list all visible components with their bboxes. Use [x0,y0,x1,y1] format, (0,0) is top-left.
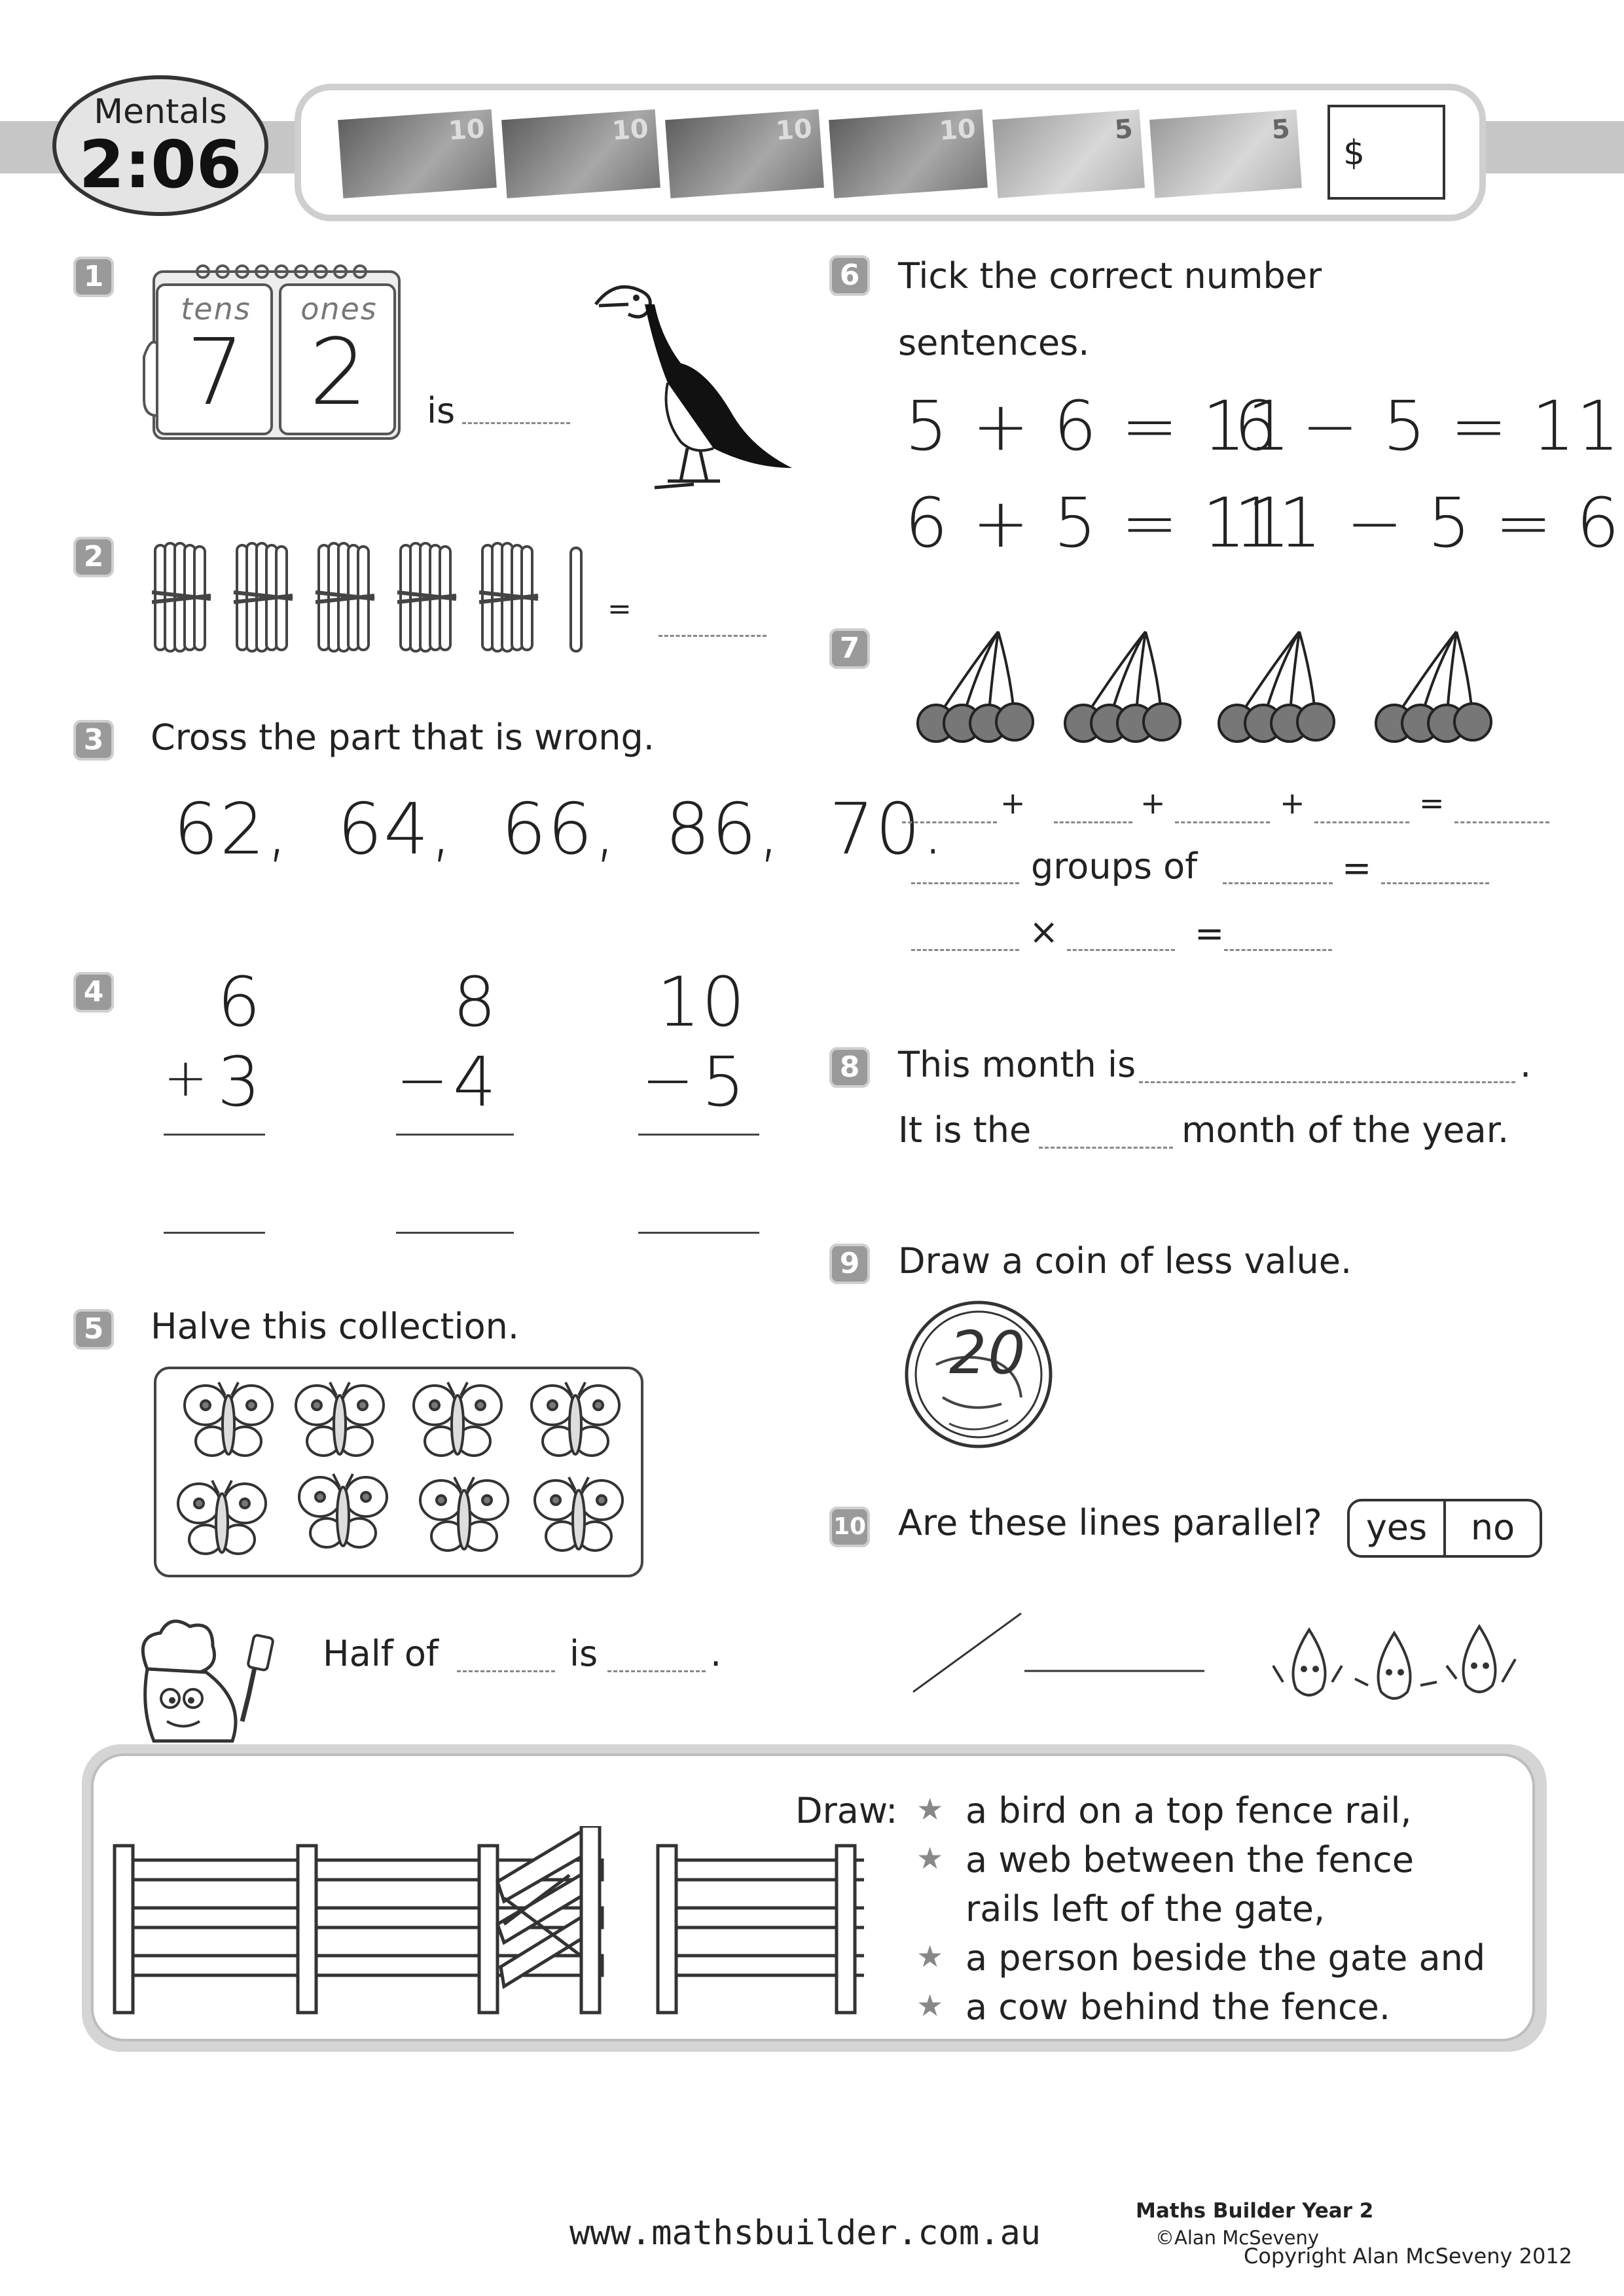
raindrop-characters [1270,1620,1538,1712]
author-credit: ©Alan McSeveny [1155,2227,1320,2249]
draw-item [916,1937,1538,1986]
copyright-text: Copyright Alan McSeveny 2012 [1244,2244,1573,2269]
answer-blank[interactable] [902,821,997,823]
groups-of-text: groups of [1031,846,1198,887]
answer-blank[interactable] [659,635,767,637]
difference-top: 8 [452,962,497,1042]
difference-rule [396,1134,514,1136]
difference-operator: − [641,1043,696,1117]
answer-blank[interactable] [607,1670,706,1672]
draw-item-text: a bird on a top fence rail, [965,1790,1412,1831]
yes-option[interactable] [1350,1501,1446,1555]
question-number: 7 [829,628,870,669]
raindrops-illustration [1270,1620,1538,1712]
ten-dollar-note: 10 [665,109,824,198]
cormorant-bird [583,259,799,494]
twenty-cent-coin [903,1299,1054,1450]
number-sentence[interactable]: 6 + 5 = 11 [905,483,1292,563]
times-sign: × [1029,911,1059,952]
answer-blank[interactable] [1223,882,1333,884]
number-sequence[interactable]: 62, 64, 66, 86, 70. [173,789,946,870]
dollar-sign: $ [1343,134,1365,173]
number-sentence[interactable]: 11 − 5 = 6 [1234,483,1621,563]
equals-sign: = [1419,785,1445,821]
plus-sign: + [1280,785,1305,821]
q3-instruction: Cross the part that is wrong. [151,717,655,758]
answer-blank[interactable] [1224,949,1332,951]
bundles-of-ten [152,540,597,658]
draw-item [916,1839,1538,1888]
star-icon: ★ [916,1840,944,1876]
five-dollar-note: 5 [1149,109,1302,198]
fence-and-gate [111,1826,864,2022]
answer-blank[interactable] [457,1670,555,1672]
butterflies [156,1369,641,1575]
yes-label: yes [1365,1507,1428,1548]
answer-blank[interactable] [462,422,570,424]
q8-line1-text: This month is [898,1044,1136,1085]
is-text: is [427,390,456,431]
answer-line[interactable] [164,1232,265,1234]
answer-blank[interactable] [1381,882,1489,884]
question-number: 10 [829,1507,870,1547]
mentals-label: Mentals [94,92,227,132]
draw-item-text: rails left of the gate, [965,1888,1326,1929]
lines-illustration [907,1607,1214,1698]
draw-item-text: a web between the fence [965,1839,1414,1880]
mentals-number: 2:06 [79,126,242,203]
question-number: 2 [73,537,114,577]
dollar-answer-box[interactable] [1327,105,1445,200]
answer-blank[interactable] [911,882,1019,884]
draw-item [916,1986,1538,2036]
question-number: 1 [73,257,114,297]
sum-rule [164,1134,265,1136]
difference-bottom: 4 [452,1042,497,1122]
difference-operator: − [396,1043,450,1117]
yes-no-choice [1347,1499,1542,1558]
draw-item-text: a person beside the gate and [965,1937,1486,1979]
bird-illustration [583,259,799,494]
answer-line[interactable] [396,1232,514,1234]
equals-sign: = [607,592,632,626]
question-number: 5 [73,1309,114,1350]
star-icon: ★ [916,1791,944,1827]
answer-blank[interactable] [1067,949,1175,951]
tens-value: 7 [186,319,246,426]
butterfly-collection [154,1367,643,1577]
question-number: 6 [829,255,870,296]
star-icon: ★ [916,1988,944,2023]
coin-value: 20 [949,1319,1027,1388]
period: . [710,1633,722,1674]
ten-dollar-note: 10 [501,109,660,198]
draw-item [916,1790,1538,1839]
fence-illustration [111,1826,864,2022]
difference-problem [632,962,763,1237]
q8-line2-text: It is the [898,1109,1032,1151]
draw-label: Draw: [795,1790,898,1831]
tens-label: tens [181,291,251,327]
sum-operator: + [164,1047,209,1108]
draw-item [916,1888,1538,1937]
ones-value: 2 [309,319,369,426]
sum-top: 6 [217,962,262,1042]
chef-character [108,1610,278,1754]
q8-line2-end: month of the year. [1182,1109,1509,1151]
cherries [907,625,1502,756]
q9-instruction: Draw a coin of less value. [898,1240,1352,1282]
question-number: 3 [73,720,114,761]
difference-rule [638,1134,759,1136]
question-number: 4 [73,972,114,1013]
q6-instruction-line2: sentences. [898,322,1090,363]
q6-instruction-line1: Tick the correct number [898,255,1322,296]
equals-sign: = [1195,913,1225,954]
answer-blank[interactable] [1314,821,1409,823]
answer-blank[interactable] [1454,821,1549,823]
sum-bottom: 3 [217,1042,262,1122]
draw-instructions-list [916,1790,1538,2036]
star-icon: ★ [916,1939,944,1974]
is-text: is [569,1633,598,1674]
question-number: 8 [829,1047,870,1088]
website-url[interactable]: www.mathsbuilder.com.au [569,2214,1041,2253]
q5-instruction: Halve this collection. [151,1306,519,1347]
plus-sign: + [1140,785,1166,821]
answer-blank[interactable] [1054,821,1132,823]
no-label: no [1470,1507,1515,1548]
chef-illustration [108,1610,278,1754]
mentals-badge [52,75,268,216]
equals-sign: = [1342,848,1372,889]
cherry-groups [907,625,1502,756]
no-option[interactable] [1446,1501,1540,1555]
answer-blank[interactable] [1175,821,1270,823]
difference-top: 10 [657,962,746,1042]
sum-problem [157,962,275,1237]
month-name-blank[interactable] [1139,1081,1515,1083]
ten-dollar-note: 10 [338,109,497,198]
draw-item-text: a cow behind the fence. [965,1986,1391,2028]
number-sentence[interactable]: 5 + 6 = 11 [905,386,1292,466]
difference-bottom: 5 [701,1042,746,1122]
q10-instruction: Are these lines parallel? [898,1502,1322,1543]
ones-label: ones [300,291,378,327]
number-sentence[interactable]: 6 − 5 = 11 [1234,386,1621,466]
period: . [1520,1044,1532,1085]
ten-dollar-note: 10 [829,109,988,198]
book-title: Maths Builder Year 2 [1136,2199,1374,2223]
parallel-lines-figure [907,1607,1214,1698]
answer-blank[interactable] [911,949,1019,951]
question-number: 9 [829,1244,870,1284]
five-dollar-note: 5 [992,109,1145,198]
answer-line[interactable] [638,1232,759,1234]
place-value-chart [137,259,406,448]
notes-row [340,108,1309,200]
bundle-sticks [152,540,597,658]
difference-problem [389,962,520,1237]
plus-sign: + [1000,785,1026,821]
half-of-text: Half of [323,1633,439,1674]
month-order-blank[interactable] [1039,1147,1173,1149]
